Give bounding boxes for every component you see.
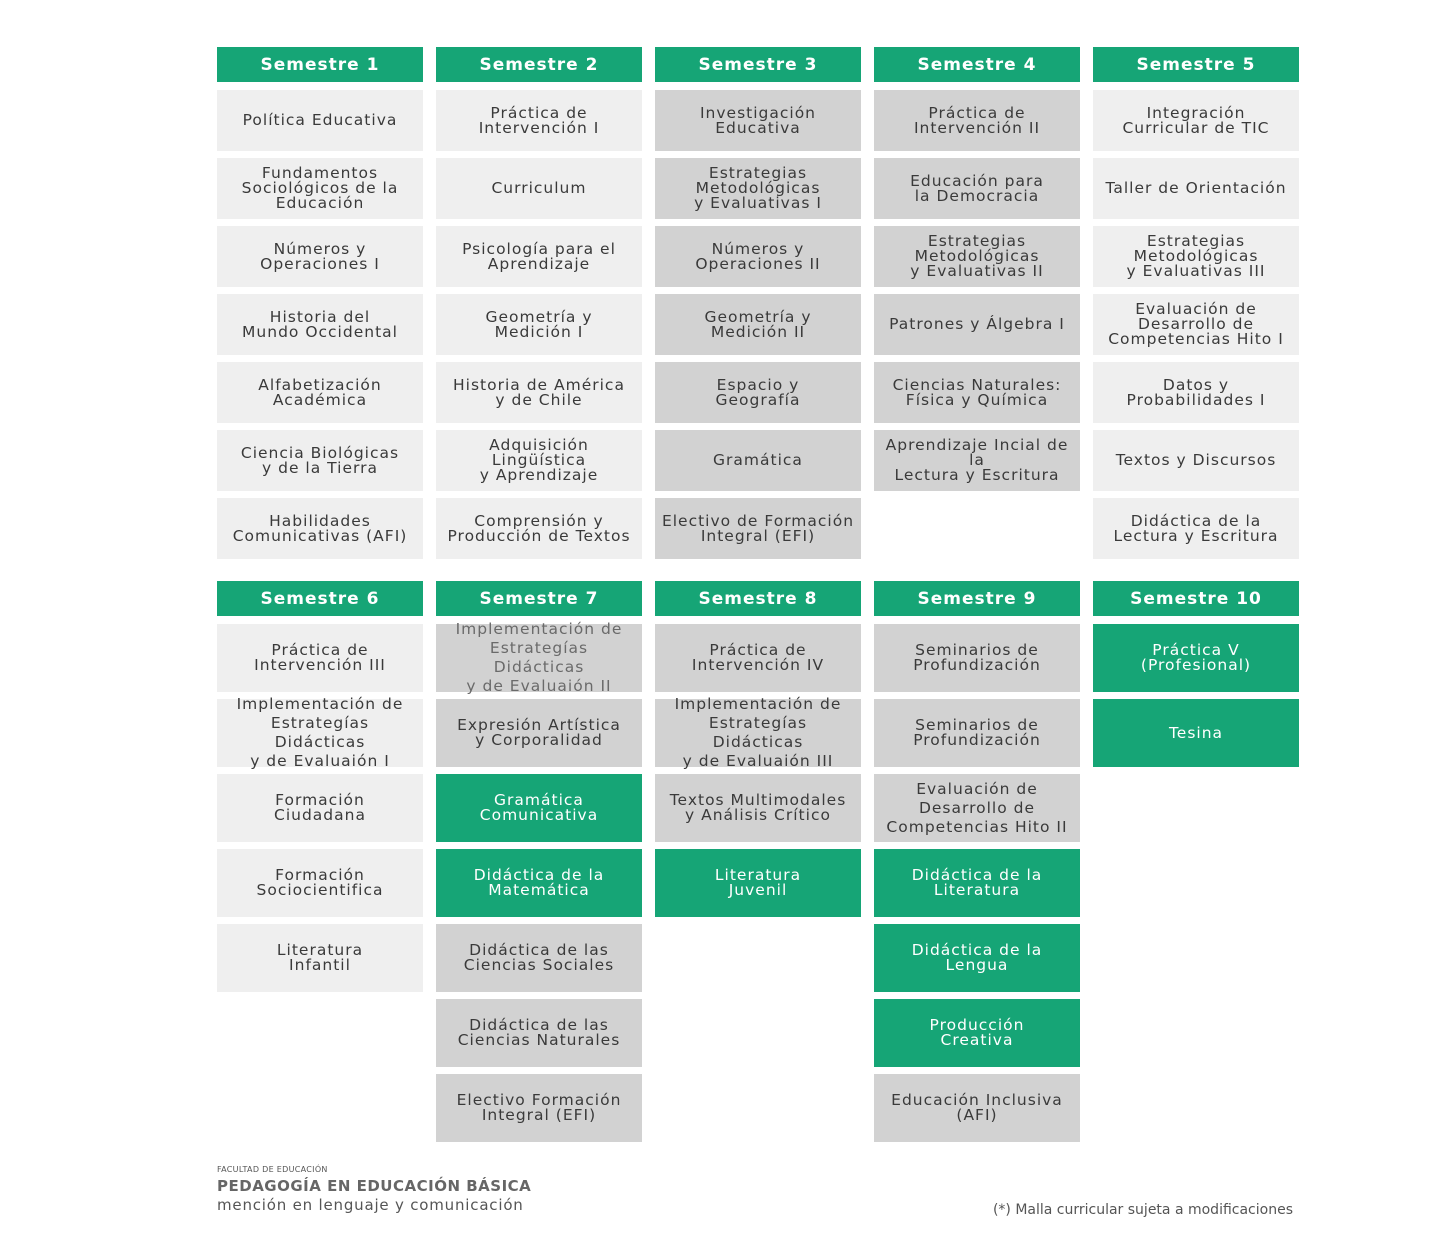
course-cell: Práctica de Intervención II [874,90,1080,151]
program-name: PEDAGOGÍA EN EDUCACIÓN BÁSICA [217,1177,532,1195]
course-cell: Seminarios de Profundización [874,699,1080,767]
course-cell: Historia de América y de Chile [436,362,642,423]
course-cell: Integración Curricular de TIC [1093,90,1299,151]
course-cell: Literatura Juvenil [655,849,861,917]
course-cell: Evaluación de Desarrollo de Competencias Hito I [1093,294,1299,355]
semester-header: Semestre 4 [874,47,1080,82]
semester-column-2 [436,47,642,566]
course-cell: Estrategias Metodológicas y Evaluativas II [874,226,1080,287]
semesters-row-2 [217,581,1299,1149]
course-cell: Espacio y Geografía [655,362,861,423]
course-cell: Investigación Educativa [655,90,861,151]
course-cell: Gramática [655,430,861,491]
course-cell: Curriculum [436,158,642,219]
course-cell: Literatura Infantil [217,924,423,992]
course-cell: Taller de Orientación [1093,158,1299,219]
semester-header: Semestre 7 [436,581,642,616]
course-cell: Geometría y Medición I [436,294,642,355]
course-cell: Aprendizaje Incial de la Lectura y Escritura [874,430,1080,491]
course-cell: Alfabetización Académica [217,362,423,423]
program-credit [217,1165,531,1214]
course-cell: Didáctica de la Lengua [874,924,1080,992]
semesters-row-1 [217,47,1299,566]
course-cell: Textos Multimodales y Análisis Crítico [655,774,861,842]
course-cell: Formación Sociocientifica [217,849,423,917]
course-cell: Geometría y Medición II [655,294,861,355]
course-cell: Didáctica de la Lectura y Escritura [1093,498,1299,559]
course-cell: Habilidades Comunicativas (AFI) [217,498,423,559]
course-cell: Seminarios de Profundización [874,624,1080,692]
course-cell: Electivo Formación Integral (EFI) [436,1074,642,1142]
semester-column-3 [655,47,861,566]
semester-header: Semestre 10 [1093,581,1299,616]
course-cell: Implementación de Estrategías Didácticas y de Evaluaión II [436,624,642,692]
course-cell: Implementación de Estrategías Didácticas y de Evaluaión I [217,699,423,767]
course-cell: Adquisición Lingüística y Aprendizaje [436,430,642,491]
course-cell: Psicología para el Aprendizaje [436,226,642,287]
semester-column-6 [217,581,423,1149]
course-cell: Historia del Mundo Occidental [217,294,423,355]
semester-column-1 [217,47,423,566]
course-cell: Estrategias Metodológicas y Evaluativas I [655,158,861,219]
semester-column-8 [655,581,861,1149]
course-cell: Datos y Probabilidades I [1093,362,1299,423]
course-cell: Expresión Artística y Corporalidad [436,699,642,767]
course-cell: Electivo de Formación Integral (EFI) [655,498,861,559]
course-cell: Tesina [1093,699,1299,767]
course-cell: Didáctica de las Ciencias Sociales [436,924,642,992]
course-cell: Evaluación de Desarrollo de Competencias Hito II [874,774,1080,842]
semester-column-5 [1093,47,1299,566]
disclaimer-note: (*) Malla curricular sujeta a modificaciones [992,1202,1293,1218]
course-cell: Práctica de Intervención I [436,90,642,151]
course-cell: Formación Ciudadana [217,774,423,842]
course-cell: Comprensión y Producción de Textos [436,498,642,559]
course-cell: Didáctica de la Matemática [436,849,642,917]
semester-column-9 [874,581,1080,1149]
course-cell: Números y Operaciones II [655,226,861,287]
course-cell: Práctica de Intervención IV [655,624,861,692]
semester-header: Semestre 9 [874,581,1080,616]
course-cell: Práctica V (Profesional) [1093,624,1299,692]
semester-header: Semestre 3 [655,47,861,82]
program-mention: mención en lenguaje y comunicación [217,1196,524,1214]
course-cell: Patrones y Álgebra I [874,294,1080,355]
course-cell: Política Educativa [217,90,423,151]
course-cell: Implementación de Estrategías Didácticas y de Evaluaión III [655,699,861,767]
semester-header: Semestre 6 [217,581,423,616]
course-cell: Práctica de Intervención III [217,624,423,692]
semester-header: Semestre 1 [217,47,423,82]
semester-column-4 [874,47,1080,566]
course-cell: Textos y Discursos [1093,430,1299,491]
course-cell: Educación Inclusiva (AFI) [874,1074,1080,1142]
course-cell: Producción Creativa [874,999,1080,1067]
course-cell: Didáctica de las Ciencias Naturales [436,999,642,1067]
course-cell: Fundamentos Sociológicos de la Educación [217,158,423,219]
course-cell: Estrategias Metodológicas y Evaluativas III [1093,226,1299,287]
course-cell: Gramática Comunicativa [436,774,642,842]
course-cell: Ciencias Naturales: Física y Química [874,362,1080,423]
semester-header: Semestre 2 [436,47,642,82]
course-cell: Educación para la Democracia [874,158,1080,219]
semester-header: Semestre 8 [655,581,861,616]
course-cell: Ciencia Biológicas y de la Tierra [217,430,423,491]
course-cell: Números y Operaciones I [217,226,423,287]
faculty-name: FACULTAD DE EDUCACIÓN [217,1165,328,1174]
semester-header: Semestre 5 [1093,47,1299,82]
semester-column-10 [1093,581,1299,1149]
semester-column-7 [436,581,642,1149]
course-cell: Didáctica de la Literatura [874,849,1080,917]
